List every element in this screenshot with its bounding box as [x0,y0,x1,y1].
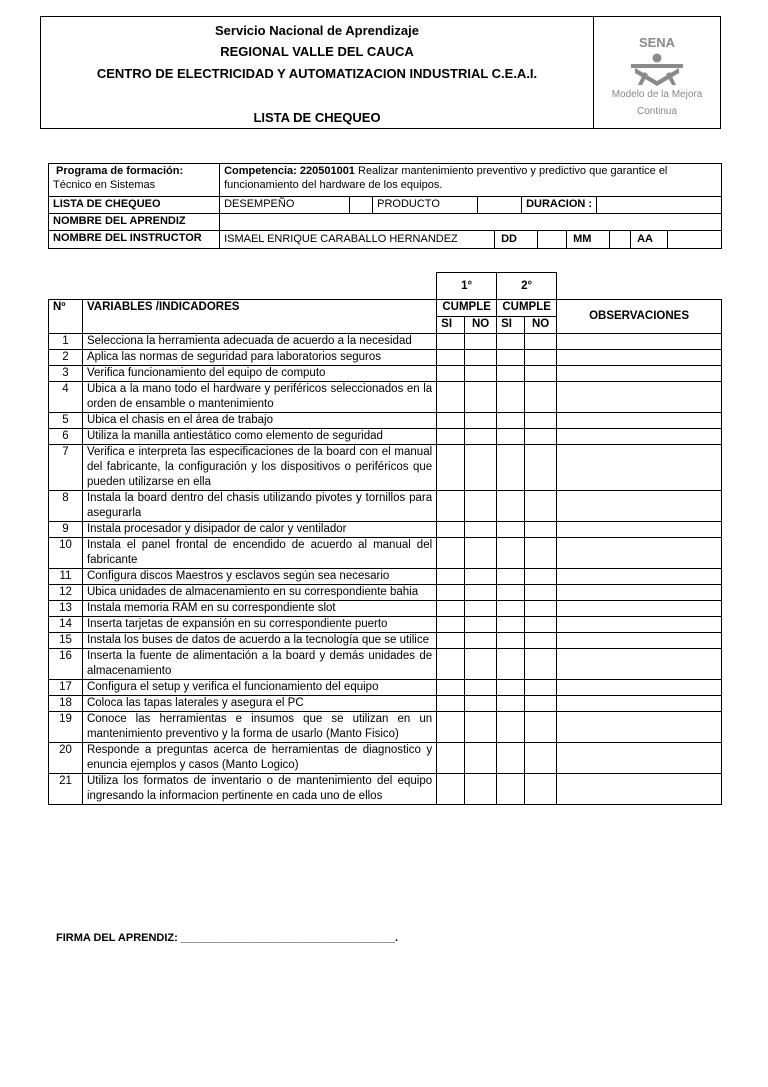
regional-name: REGIONAL VALLE DEL CAUCA [220,44,414,59]
mm-label: MM [566,231,609,248]
check-box-si-1[interactable] [437,617,465,633]
check-box-si-1[interactable] [437,445,465,491]
table-row [49,585,722,601]
check-box-no-1[interactable] [465,696,497,712]
observation-cell[interactable] [557,429,722,445]
row-indicator-text: Coloca las tapas laterales y asegura el PC [82,696,436,712]
check-box-si-2[interactable] [497,491,525,522]
row-number: 8 [49,491,83,522]
dd-label: DD [494,231,537,248]
check-box-no-1[interactable] [465,712,497,743]
row-indicator-text: Configura discos Maestros y esclavos según sea necesario [82,569,436,585]
observation-cell[interactable] [557,350,722,366]
check-box-si-1[interactable] [437,350,465,366]
check-box-no-1[interactable] [465,522,497,538]
checklist-table [48,272,722,805]
cumple-2-header: CUMPLE [497,300,557,317]
table-row [49,601,722,617]
check-box-si-1[interactable] [437,334,465,350]
check-box-si-2[interactable] [497,413,525,429]
table-row [49,366,722,382]
column-number-header: Nº [49,300,83,334]
table-row [49,522,722,538]
observation-cell[interactable] [557,617,722,633]
info-table [48,163,722,249]
row-indicator-text: Responde a preguntas acerca de herramientas de diagnostico y enuncia ejemplos y casos (Manto Logico) [82,743,436,774]
observation-cell[interactable] [557,696,722,712]
row-number: 11 [49,569,83,585]
check-box-si-2[interactable] [497,569,525,585]
programa-cell [49,164,220,197]
check-box-no-1[interactable] [465,743,497,774]
observaciones-header: OBSERVACIONES [557,300,722,334]
row-number: 7 [49,445,83,491]
check-box-no-1[interactable] [465,585,497,601]
observation-cell[interactable] [557,743,722,774]
aa-box [667,231,721,248]
row-indicator-text: Configura el setup y verifica el funcionamiento del equipo [82,680,436,696]
check-box-si-2[interactable] [497,633,525,649]
check-box-no-2[interactable] [525,334,557,350]
table-row [49,334,722,350]
check-box-no-1[interactable] [465,413,497,429]
observation-cell[interactable] [557,382,722,413]
check-box-si-1[interactable] [437,601,465,617]
check-box-si-2[interactable] [497,445,525,491]
row-indicator-text: Instala el panel frontal de encendido de acuerdo al manual del fabricante [82,538,436,569]
row-number: 15 [49,633,83,649]
row-number: 21 [49,774,83,805]
check-box-no-2[interactable] [525,774,557,805]
si-1-header: SI [437,317,465,334]
blank-corner [49,273,437,300]
check-box-no-1[interactable] [465,774,497,805]
row-number: 18 [49,696,83,712]
check-box-si-2[interactable] [497,366,525,382]
check-box-si-1[interactable] [437,696,465,712]
check-box-no-2[interactable] [525,350,557,366]
row-indicator-text: Aplica las normas de seguridad para laboratorios seguros [82,350,436,366]
row-indicator-text: Conoce las herramientas e insumos que se utilizan en un mantenimiento preventivo y la forma de usarlo (Manto Fisico) [82,712,436,743]
check-box-no-1[interactable] [465,445,497,491]
row-number: 17 [49,680,83,696]
check-box-no-2[interactable] [525,633,557,649]
row-indicator-text: Utiliza los formatos de inventario o de mantenimiento del equipo ingresando la informacion pertinente en cada uno de ellos [82,774,436,805]
check-box-no-1[interactable] [465,538,497,569]
row-indicator-text: Ubica el chasis en el área de trabajo [82,413,436,429]
observation-cell[interactable] [557,445,722,491]
programa-value: Técnico en Sistemas [53,179,156,191]
observation-cell[interactable] [557,366,722,382]
check-box-si-1[interactable] [437,774,465,805]
duracion-label: DURACION : [522,197,597,214]
check-box-si-2[interactable] [497,382,525,413]
row-indicator-text: Instala la board dentro del chasis utilizando pivotes y tornillos para asegurarla [82,491,436,522]
instructor-value: ISMAEL ENRIQUE CARABALLO HERNANDEZ [224,233,458,245]
check-box-no-2[interactable] [525,743,557,774]
logo-text: SENA [638,35,676,50]
check-box-si-1[interactable] [437,413,465,429]
logo-subtitle-2: Continua [636,106,678,117]
check-box-si-2[interactable] [497,617,525,633]
observation-cell[interactable] [557,712,722,743]
header-title-block [41,17,594,128]
competencia-text: Realizar mantenimiento preventivo y predictivo que garantice el funcionamiento del hardware de los equipos. [224,165,668,191]
row-number: 1 [49,334,83,350]
check-box-si-2[interactable] [497,585,525,601]
check-box-no-1[interactable] [465,649,497,680]
table-row [49,696,722,712]
check-box-no-2[interactable] [525,445,557,491]
check-box-si-1[interactable] [437,491,465,522]
observation-cell[interactable] [557,585,722,601]
check-box-no-1[interactable] [465,366,497,382]
row-number: 9 [49,522,83,538]
row-number: 20 [49,743,83,774]
table-row [49,774,722,805]
check-box-si-1[interactable] [437,743,465,774]
page-title: LISTA DE CHEQUEO [253,110,381,125]
check-box-no-2[interactable] [525,649,557,680]
table-row [49,617,722,633]
aprendiz-label: NOMBRE DEL APRENDIZ [49,214,220,231]
check-box-si-1[interactable] [437,680,465,696]
check-box-si-2[interactable] [497,522,525,538]
dd-box [537,231,566,248]
row-indicator-text: Ubica unidades de almacenamiento en su correspondiente bahia [82,585,436,601]
observation-cell[interactable] [557,538,722,569]
row-indicator-text: Instala los buses de datos de acuerdo a la tecnología que se utilice [82,633,436,649]
check-box-si-2[interactable] [497,743,525,774]
check-box-no-1[interactable] [465,601,497,617]
check-box-no-2[interactable] [525,712,557,743]
observation-cell[interactable] [557,774,722,805]
desempeno-label: DESEMPEÑO [220,197,350,214]
check-box-si-2[interactable] [497,680,525,696]
row-indicator-text: Instala procesador y disipador de calor y ventilador [82,522,436,538]
row-number: 12 [49,585,83,601]
sena-logo [594,21,720,91]
check-box-si-1[interactable] [437,712,465,743]
row-number: 19 [49,712,83,743]
check-box-no-1[interactable] [465,633,497,649]
check-box-no-2[interactable] [525,617,557,633]
signature-line: FIRMA DEL APRENDIZ: ___________________________________. [56,932,399,944]
table-row [49,712,722,743]
center-name: CENTRO DE ELECTRICIDAD Y AUTOMATIZACION INDUSTRIAL C.E.A.I. [96,66,538,81]
check-box-si-1[interactable] [437,649,465,680]
row-number: 4 [49,382,83,413]
observation-cell[interactable] [557,522,722,538]
observation-cell[interactable] [557,413,722,429]
table-row [49,538,722,569]
check-box-si-1[interactable] [437,633,465,649]
check-box-no-2[interactable] [525,491,557,522]
check-box-no-2[interactable] [525,413,557,429]
check-box-no-1[interactable] [465,680,497,696]
row-number: 13 [49,601,83,617]
check-box-no-1[interactable] [465,334,497,350]
row-number: 3 [49,366,83,382]
table-row [49,429,722,445]
check-box-no-2[interactable] [525,585,557,601]
check-box-si-2[interactable] [497,334,525,350]
row-indicator-text: Utiliza la manilla antiestático como elemento de seguridad [82,429,436,445]
check-box-si-1[interactable] [437,429,465,445]
check-box-no-1[interactable] [465,617,497,633]
observation-cell[interactable] [557,601,722,617]
row-number: 10 [49,538,83,569]
no-2-header: NO [525,317,557,334]
logo-cell [594,17,720,128]
row-indicator-text: Inserta tarjetas de expansión en su correspondiente puerto [82,617,436,633]
logo-subtitle-1: Modelo de la Mejora [611,89,703,100]
row-number: 5 [49,413,83,429]
aa-label: AA [630,231,667,248]
row-number: 14 [49,617,83,633]
check-box-no-2[interactable] [525,382,557,413]
table-row [49,413,722,429]
producto-box [477,197,521,214]
document-header [40,16,721,129]
column-variables-header: VARIABLES /INDICADORES [82,300,436,334]
programa-label: Programa de formación: [56,165,184,177]
check-box-no-2[interactable] [525,538,557,569]
check-box-si-2[interactable] [497,601,525,617]
evaluation-2-header: 2° [497,273,557,300]
lista-label: LISTA DE CHEQUEO [49,197,220,214]
check-box-si-1[interactable] [437,569,465,585]
check-box-no-2[interactable] [525,680,557,696]
row-indicator-text: Verifica e interpreta las especificaciones de la board con el manual del fabricante, la configuración y los dispositivos o periféricos que pueden utilizarse en ella [82,445,436,491]
observation-cell[interactable] [557,649,722,680]
check-box-no-1[interactable] [465,569,497,585]
check-box-no-2[interactable] [525,522,557,538]
competencia-cell [220,164,722,197]
check-box-si-2[interactable] [497,696,525,712]
check-box-si-2[interactable] [497,774,525,805]
row-number: 6 [49,429,83,445]
check-box-si-1[interactable] [437,366,465,382]
check-box-si-1[interactable] [437,382,465,413]
check-box-si-2[interactable] [497,350,525,366]
row-number: 2 [49,350,83,366]
check-box-no-1[interactable] [465,350,497,366]
check-box-si-1[interactable] [437,538,465,569]
row-indicator-text: Ubica a la mano todo el hardware y periféricos seleccionados en la orden de ensamble o mantenimiento [82,382,436,413]
producto-label: PRODUCTO [373,197,478,214]
check-box-si-2[interactable] [497,538,525,569]
observation-cell[interactable] [557,569,722,585]
check-box-si-1[interactable] [437,522,465,538]
check-box-si-2[interactable] [497,649,525,680]
checklist-body [49,334,722,805]
cumple-1-header: CUMPLE [437,300,497,317]
aprendiz-value [220,214,722,231]
table-row [49,350,722,366]
check-box-no-2[interactable] [525,429,557,445]
check-box-no-2[interactable] [525,366,557,382]
instructor-label: NOMBRE DEL INSTRUCTOR [49,231,220,249]
row-indicator-text: Selecciona la herramienta adecuada de acuerdo a la necesidad [82,334,436,350]
blank-right [557,273,722,300]
no-1-header: NO [465,317,497,334]
table-row [49,633,722,649]
table-row [49,743,722,774]
table-row [49,649,722,680]
check-box-no-1[interactable] [465,382,497,413]
row-number: 16 [49,649,83,680]
evaluation-1-header: 1° [437,273,497,300]
institution-name: Servicio Nacional de Aprendizaje [215,23,419,38]
desempeno-box [349,197,372,214]
check-box-si-1[interactable] [437,585,465,601]
check-box-no-1[interactable] [465,429,497,445]
row-indicator-text: Verifica funcionamiento del equipo de computo [82,366,436,382]
check-box-si-2[interactable] [497,712,525,743]
mm-box [609,231,630,248]
table-row [49,382,722,413]
row-indicator-text: Inserta la fuente de alimentación a la board y demás unidades de almacenamiento [82,649,436,680]
check-box-no-1[interactable] [465,491,497,522]
check-box-si-2[interactable] [497,429,525,445]
check-box-no-2[interactable] [525,696,557,712]
table-row [49,491,722,522]
check-box-no-2[interactable] [525,569,557,585]
observation-cell[interactable] [557,334,722,350]
si-2-header: SI [497,317,525,334]
observation-cell[interactable] [557,633,722,649]
row-indicator-text: Instala memoria RAM en su correspondiente slot [82,601,436,617]
observation-cell[interactable] [557,680,722,696]
table-row [49,680,722,696]
table-row [49,445,722,491]
instructor-row [220,231,722,249]
competencia-label: Competencia: 220501001 [224,165,355,177]
observation-cell[interactable] [557,491,722,522]
check-box-no-2[interactable] [525,601,557,617]
table-row [49,569,722,585]
duracion-box [597,197,722,214]
